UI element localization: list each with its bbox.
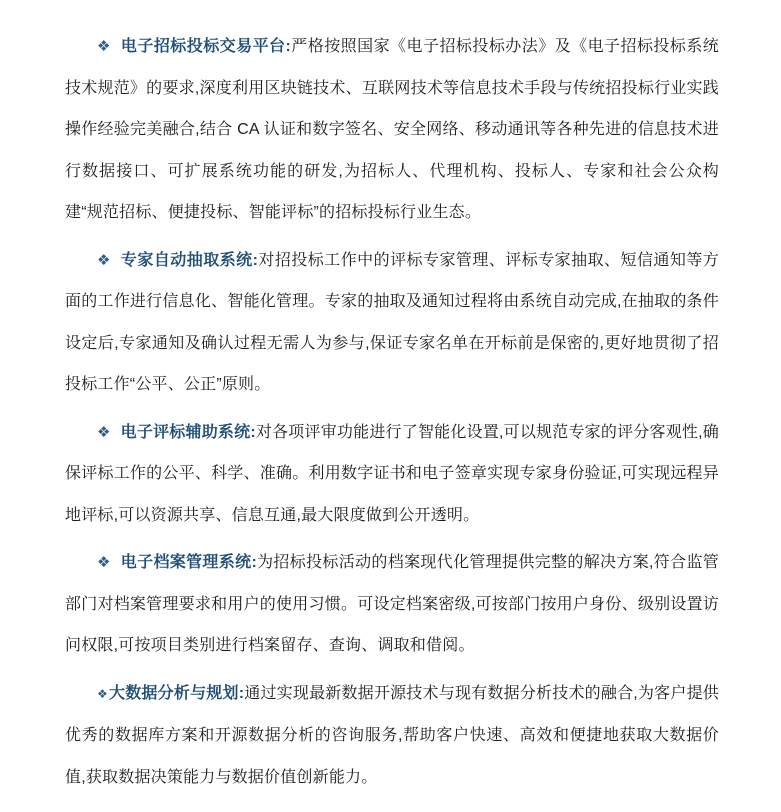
paragraph-ebidding-assist-system <box>65 412 719 537</box>
paragraph-heading: 电子招标投标交易平台 <box>120 38 286 55</box>
heading-colon: : <box>238 684 245 702</box>
diamond-ornament-icon: ❖ <box>97 554 111 571</box>
paragraph-heading: 电子档案管理系统 <box>120 554 252 571</box>
paragraph-heading: 大数据分析与规划 <box>108 684 239 702</box>
diamond-ornament-icon: ❖ <box>97 38 111 55</box>
heading-colon: : <box>252 251 259 269</box>
paragraph-body: 通过实现最新数据开源技术与现有数据分析技术的融合,为客户提供优秀的数据库方案和开源数据分析的咨询服务,帮助客户快速、高效和便捷地获取大数据价值,获取数据决策能力与数据价值创新能力。 <box>65 684 720 786</box>
paragraph-body: 为招标投标活动的档案现代化管理提供完整的解决方案,符合监管部门对档案管理要求和用户的使用习惯。可设定档案密级,可按部门按用户身份、级别设置访问权限,可按项目类别进行档案留存、查询、调取和借阅。 <box>65 554 719 654</box>
heading-colon: : <box>251 554 257 571</box>
heading-colon: : <box>250 423 256 441</box>
diamond-ornament-icon: ❖ <box>97 686 108 701</box>
paragraph-body: 对各项评审功能进行了智能化设置,可以规范专家的评分客观性,确保评标工作的公平、科学、准确。利用数字证书和电子签章实现专家身份验证,可实现远程异地评标,可以资源共享、信息互通,最大限度做到公开透明。 <box>65 423 719 524</box>
diamond-ornament-icon: ❖ <box>97 423 111 441</box>
paragraph-earchive-management-system <box>65 542 719 667</box>
paragraph-expert-extraction-system <box>65 240 719 406</box>
paragraph-etendering-platform <box>65 26 719 234</box>
paragraph-heading: 电子评标辅助系统 <box>120 423 251 441</box>
diamond-ornament-icon: ❖ <box>97 251 111 269</box>
paragraph-heading: 专家自动抽取系统 <box>120 251 253 269</box>
paragraph-bigdata-analysis-planning <box>65 673 719 799</box>
paragraph-body: 严格按照国家《电子招标投标办法》及《电子招标投标系统技术规范》的要求,深度利用区块链技术、互联网技术等信息技术手段与传统招投标行业实践操作经验完美融合,结合 CA 认证和数字签名、安全网络、移动通讯等各种先进的信息技术进行数据接口、可扩展系统功能的研发,为招标人、代理机构、投标人、专家和社会公众构建“规范招标、便捷投标、智能评标”的招标投标行业生态。 <box>65 38 719 221</box>
heading-colon: : <box>285 38 292 55</box>
paragraph-body: 对招投标工作中的评标专家管理、评标专家抽取、短信通知等方面的工作进行信息化、智能化管理。专家的抽取及通知过程将由系统自动完成,在抽取的条件设定后,专家通知及确认过程无需人为参与,保证专家名单在开标前是保密的,更好地贯彻了招投标工作“公平、公正”原则。 <box>65 251 720 393</box>
